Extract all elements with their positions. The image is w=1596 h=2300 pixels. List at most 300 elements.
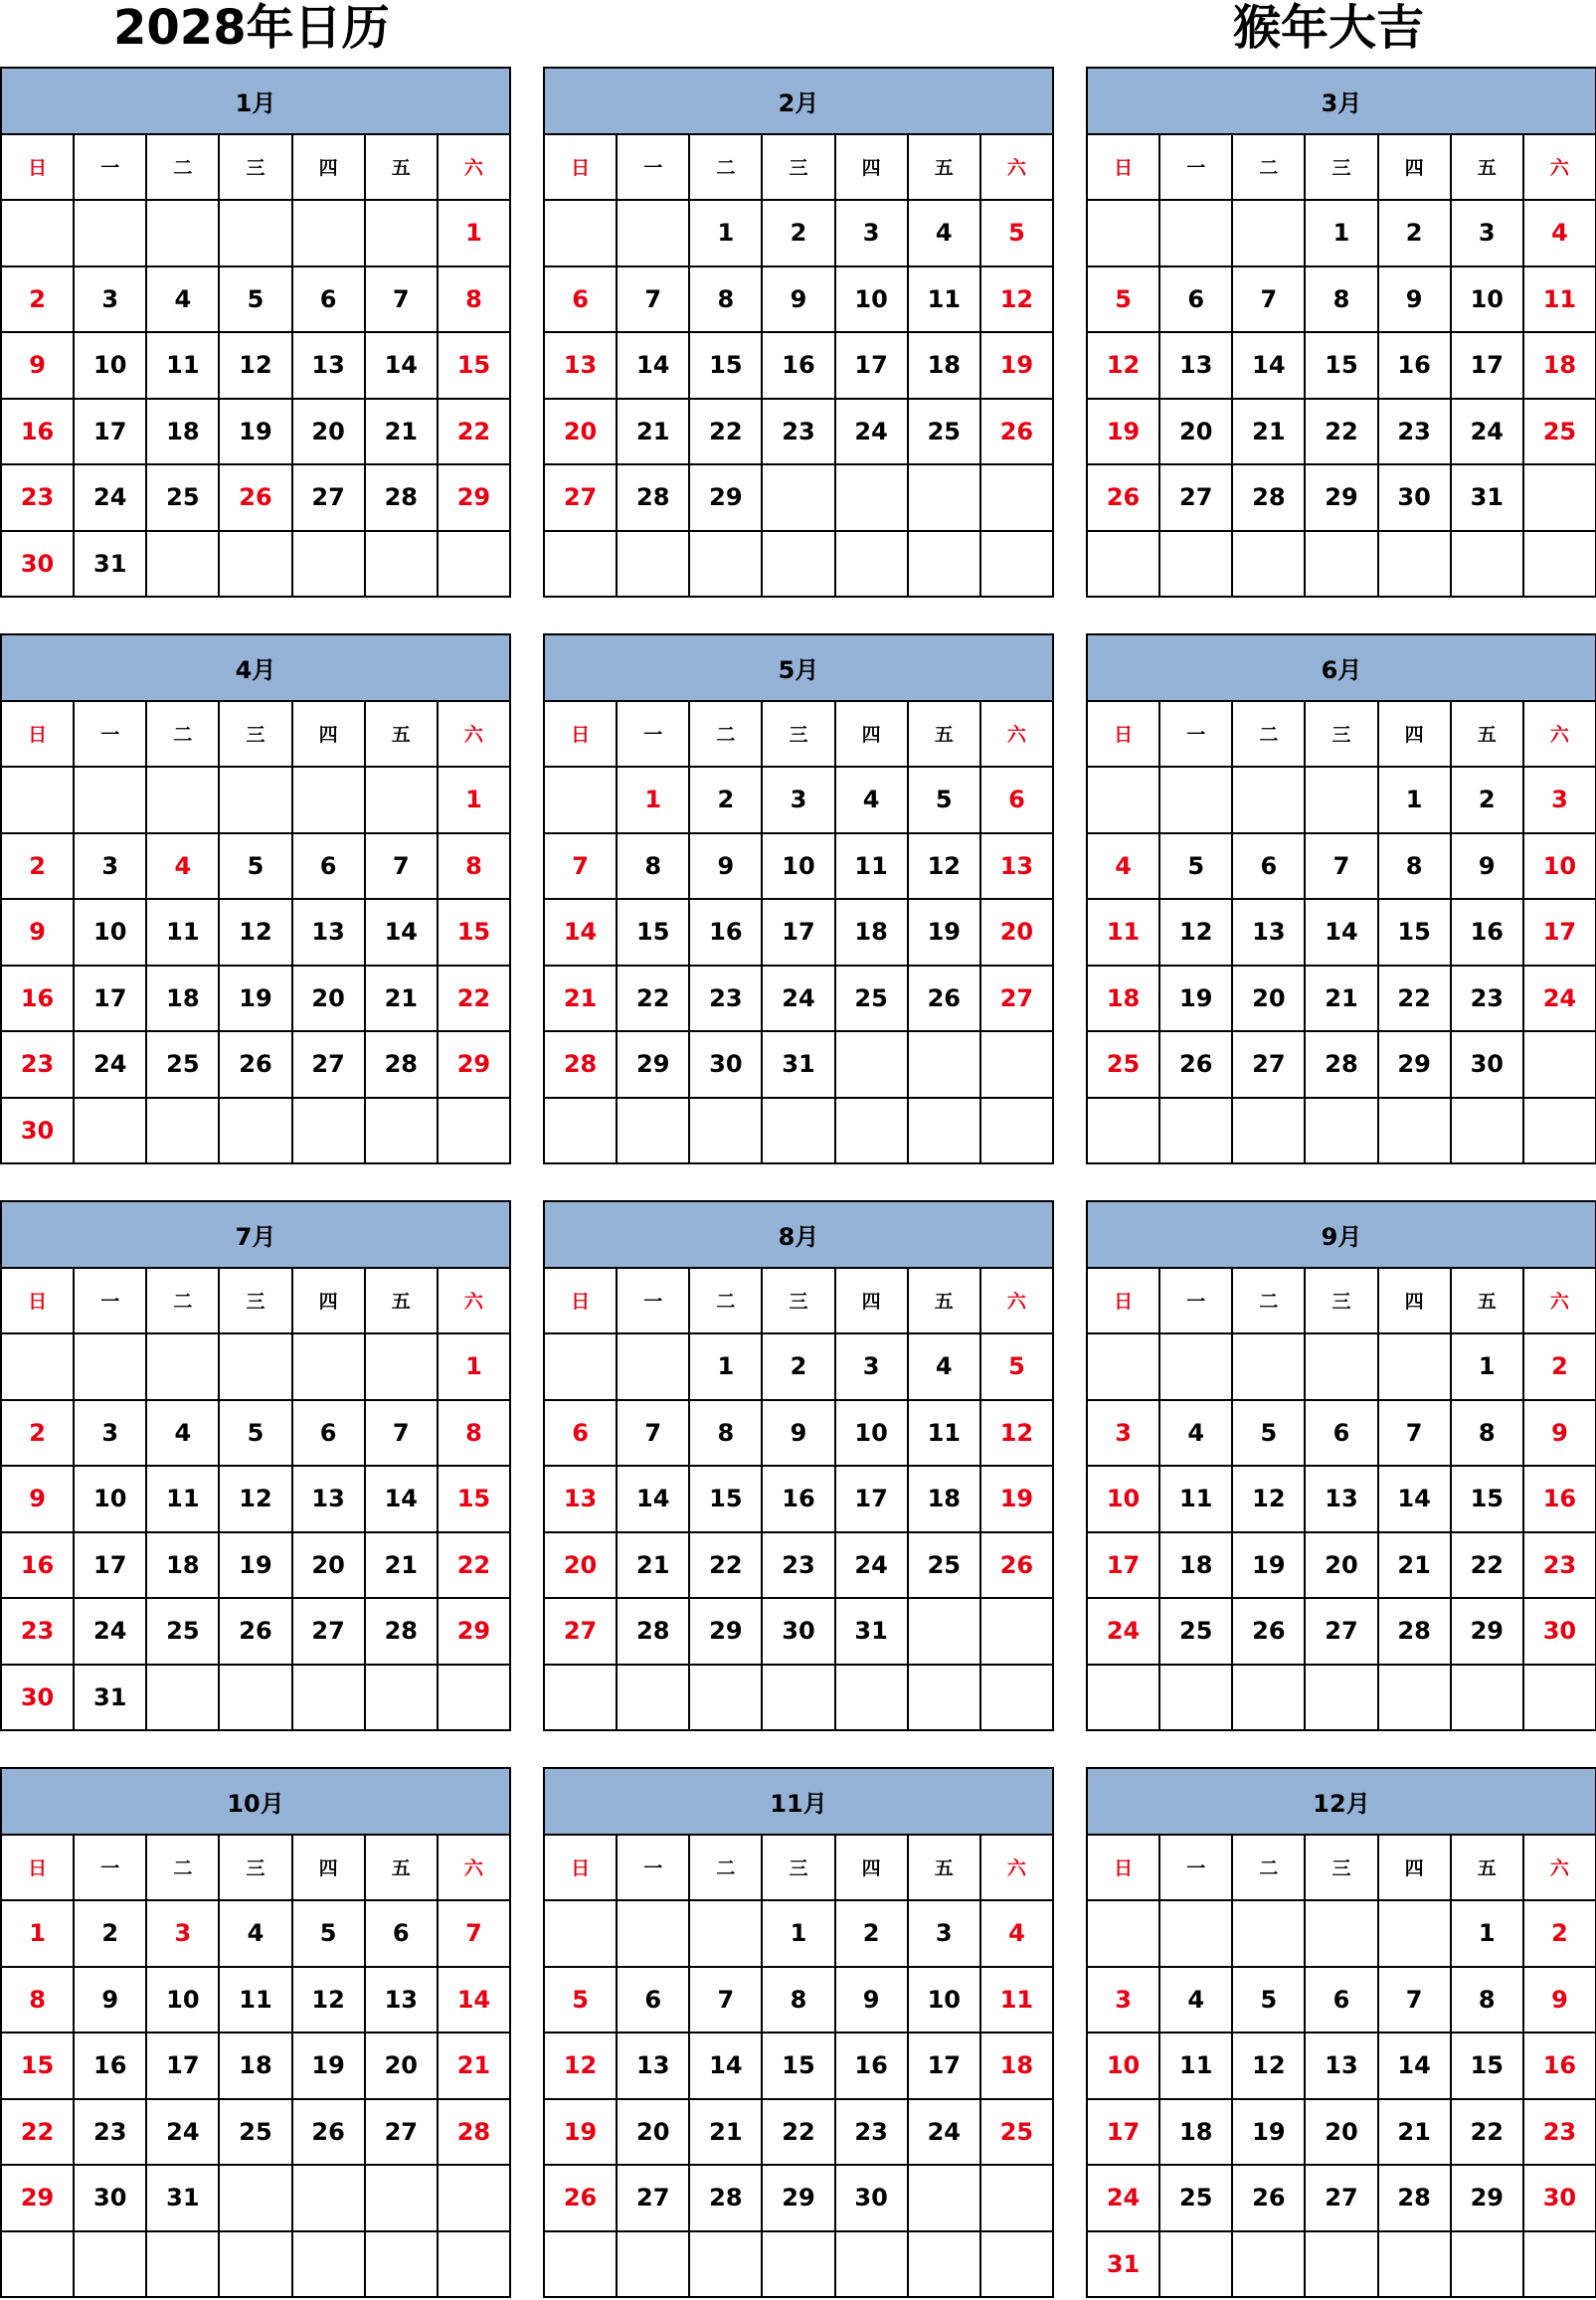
- empty-cell: [763, 2232, 835, 2299]
- day-cell: 1: [1452, 1334, 1524, 1401]
- weekday-label: 四: [836, 1269, 909, 1335]
- day-cell: 2: [836, 1901, 909, 1968]
- day-cell: 2: [763, 201, 835, 267]
- empty-cell: [1233, 2232, 1306, 2299]
- day-cell: 27: [293, 1599, 366, 1666]
- empty-cell: [763, 1099, 835, 1165]
- day-cell: 17: [75, 400, 147, 466]
- empty-cell: [1524, 532, 1596, 599]
- day-cell: 8: [439, 1401, 511, 1468]
- empty-cell: [763, 1666, 835, 1732]
- weekday-label: 一: [618, 702, 690, 769]
- day-cell: 3: [1088, 1968, 1160, 2035]
- day-cell: 30: [690, 1032, 763, 1099]
- empty-cell: [1524, 1032, 1596, 1099]
- day-cell: 29: [439, 1032, 511, 1099]
- day-cell: 7: [1306, 834, 1378, 901]
- weekday-label: 四: [1379, 702, 1452, 769]
- empty-cell: [1233, 768, 1306, 834]
- day-cell: 14: [1379, 2034, 1452, 2100]
- day-cell: 5: [981, 1334, 1054, 1401]
- day-cell: 29: [439, 465, 511, 532]
- day-cell: 30: [1452, 1032, 1524, 1099]
- day-cell: 21: [1306, 967, 1378, 1033]
- weekday-label: 一: [75, 1836, 147, 1902]
- day-cell: 14: [1379, 1467, 1452, 1533]
- empty-cell: [1306, 768, 1378, 834]
- day-cell: 24: [1452, 400, 1524, 466]
- empty-cell: [1160, 2232, 1233, 2299]
- day-cell: 31: [75, 1666, 147, 1732]
- day-cell: 10: [763, 834, 835, 901]
- day-cell: 5: [545, 1968, 618, 2035]
- day-cell: 6: [366, 1901, 439, 1968]
- empty-cell: [836, 1032, 909, 1099]
- day-cell: 26: [1233, 1599, 1306, 1666]
- day-cell: 31: [75, 532, 147, 599]
- day-cell: 25: [836, 967, 909, 1033]
- empty-cell: [690, 532, 763, 599]
- day-cell: 26: [981, 400, 1054, 466]
- day-cell: 10: [836, 267, 909, 334]
- day-cell: 21: [618, 1533, 690, 1600]
- day-cell: 25: [909, 400, 981, 466]
- day-cell: 14: [1233, 333, 1306, 400]
- day-cell: 7: [366, 1401, 439, 1468]
- day-cell: 22: [618, 967, 690, 1033]
- day-cell: 4: [836, 768, 909, 834]
- empty-cell: [366, 1666, 439, 1732]
- day-cell: 30: [763, 1599, 835, 1666]
- empty-cell: [836, 2232, 909, 2299]
- day-cell: 23: [2, 1032, 75, 1099]
- weekday-label: 日: [545, 1269, 618, 1335]
- day-cell: 9: [1379, 267, 1452, 334]
- empty-cell: [1524, 465, 1596, 532]
- day-cell: 7: [618, 267, 690, 334]
- day-cell: 9: [836, 1968, 909, 2035]
- month-calendar: [0, 1767, 511, 2298]
- month-grid: [0, 1200, 511, 1731]
- day-cell: 26: [909, 967, 981, 1033]
- weekday-label: 五: [1452, 702, 1524, 769]
- day-cell: 5: [1088, 267, 1160, 334]
- day-cell: 20: [293, 400, 366, 466]
- empty-cell: [1524, 1666, 1596, 1732]
- month-grid: [0, 633, 511, 1164]
- empty-cell: [366, 1099, 439, 1165]
- day-cell: 2: [690, 768, 763, 834]
- day-cell: 11: [909, 267, 981, 334]
- weekday-label: 六: [981, 702, 1054, 769]
- day-cell: 4: [220, 1901, 292, 1968]
- day-cell: 12: [1233, 1467, 1306, 1533]
- day-cell: 29: [439, 1599, 511, 1666]
- day-cell: 12: [909, 834, 981, 901]
- empty-cell: [293, 2232, 366, 2299]
- day-cell: 18: [1160, 2100, 1233, 2167]
- day-cell: 6: [293, 1401, 366, 1468]
- weekday-label: 二: [1233, 135, 1306, 202]
- empty-cell: [439, 532, 511, 599]
- empty-cell: [909, 1032, 981, 1099]
- empty-cell: [690, 1666, 763, 1732]
- empty-cell: [836, 1099, 909, 1165]
- weekday-label: 日: [1088, 1836, 1160, 1902]
- month-header: 6月: [1088, 635, 1596, 702]
- weekday-label: 四: [293, 135, 366, 202]
- weekday-label: 二: [147, 1269, 220, 1335]
- empty-cell: [220, 201, 292, 267]
- weekday-label: 二: [147, 1836, 220, 1902]
- day-cell: 11: [1524, 267, 1596, 334]
- day-cell: 13: [293, 900, 366, 967]
- day-cell: 27: [293, 465, 366, 532]
- empty-cell: [1379, 1099, 1452, 1165]
- weekday-label: 六: [1524, 702, 1596, 769]
- weekday-label: 六: [439, 1836, 511, 1902]
- weekday-label: 五: [1452, 1836, 1524, 1902]
- weekday-label: 三: [220, 702, 292, 769]
- month-calendar: [0, 1200, 511, 1731]
- day-cell: 30: [1524, 2166, 1596, 2232]
- weekday-label: 一: [1160, 1836, 1233, 1902]
- day-cell: 6: [1306, 1968, 1378, 2035]
- empty-cell: [981, 532, 1054, 599]
- day-cell: 22: [2, 2100, 75, 2167]
- day-cell: 5: [220, 834, 292, 901]
- empty-cell: [618, 1099, 690, 1165]
- empty-cell: [1524, 2232, 1596, 2299]
- day-cell: 25: [1160, 1599, 1233, 1666]
- weekday-label: 日: [2, 1269, 75, 1335]
- day-cell: 8: [439, 267, 511, 334]
- day-cell: 15: [1452, 2034, 1524, 2100]
- empty-cell: [1160, 532, 1233, 599]
- empty-cell: [981, 465, 1054, 532]
- day-cell: 1: [618, 768, 690, 834]
- day-cell: 24: [1088, 2166, 1160, 2232]
- empty-cell: [366, 532, 439, 599]
- empty-cell: [366, 768, 439, 834]
- day-cell: 21: [545, 967, 618, 1033]
- day-cell: 13: [618, 2034, 690, 2100]
- empty-cell: [366, 201, 439, 267]
- weekday-label: 一: [75, 1269, 147, 1335]
- month-calendar: [543, 67, 1054, 598]
- day-cell: 9: [2, 900, 75, 967]
- weekday-label: 三: [1306, 1269, 1378, 1335]
- weekday-label: 五: [366, 1836, 439, 1902]
- day-cell: 27: [618, 2166, 690, 2232]
- day-cell: 26: [220, 1032, 292, 1099]
- day-cell: 8: [439, 834, 511, 901]
- weekday-label: 六: [439, 1269, 511, 1335]
- month-header: 8月: [545, 1202, 1054, 1269]
- day-cell: 9: [75, 1968, 147, 2035]
- empty-cell: [618, 1334, 690, 1401]
- day-cell: 8: [1379, 834, 1452, 901]
- day-cell: 12: [220, 1467, 292, 1533]
- day-cell: 26: [293, 2100, 366, 2167]
- day-cell: 11: [147, 1467, 220, 1533]
- weekday-label: 六: [1524, 135, 1596, 202]
- day-cell: 27: [366, 2100, 439, 2167]
- weekday-label: 日: [2, 702, 75, 769]
- weekday-label: 六: [981, 1836, 1054, 1902]
- month-calendar: [1086, 1200, 1596, 1731]
- day-cell: 27: [293, 1032, 366, 1099]
- day-cell: 8: [2, 1968, 75, 2035]
- empty-cell: [293, 1099, 366, 1165]
- day-cell: 3: [75, 1401, 147, 1468]
- weekday-label: 三: [763, 1269, 835, 1335]
- day-cell: 10: [75, 1467, 147, 1533]
- weekday-label: 六: [1524, 1269, 1596, 1335]
- weekday-label: 五: [366, 1269, 439, 1335]
- empty-cell: [1306, 1666, 1378, 1732]
- empty-cell: [618, 1666, 690, 1732]
- day-cell: 22: [763, 2100, 835, 2167]
- empty-cell: [293, 2166, 366, 2232]
- empty-cell: [147, 1334, 220, 1401]
- empty-cell: [981, 1666, 1054, 1732]
- empty-cell: [366, 1334, 439, 1401]
- weekday-label: 五: [366, 135, 439, 202]
- day-cell: 31: [763, 1032, 835, 1099]
- month-header: 12月: [1088, 1769, 1596, 1836]
- empty-cell: [1088, 1901, 1160, 1968]
- day-cell: 28: [439, 2100, 511, 2167]
- day-cell: 9: [1524, 1968, 1596, 2035]
- day-cell: 1: [439, 768, 511, 834]
- empty-cell: [220, 1334, 292, 1401]
- day-cell: 8: [1306, 267, 1378, 334]
- day-cell: 16: [2, 1533, 75, 1600]
- day-cell: 16: [1524, 2034, 1596, 2100]
- day-cell: 11: [1160, 1467, 1233, 1533]
- weekday-label: 二: [690, 135, 763, 202]
- day-cell: 8: [763, 1968, 835, 2035]
- day-cell: 20: [366, 2034, 439, 2100]
- day-cell: 24: [909, 2100, 981, 2167]
- day-cell: 16: [1452, 900, 1524, 967]
- empty-cell: [545, 201, 618, 267]
- day-cell: 15: [1306, 333, 1378, 400]
- month-header: 5月: [545, 635, 1054, 702]
- empty-cell: [618, 2232, 690, 2299]
- day-cell: 24: [1524, 967, 1596, 1033]
- day-cell: 11: [1160, 2034, 1233, 2100]
- empty-cell: [1233, 532, 1306, 599]
- empty-cell: [545, 1666, 618, 1732]
- day-cell: 13: [1306, 1467, 1378, 1533]
- day-cell: 16: [1379, 333, 1452, 400]
- day-cell: 24: [75, 1599, 147, 1666]
- day-cell: 23: [2, 465, 75, 532]
- day-cell: 30: [2, 532, 75, 599]
- day-cell: 16: [763, 333, 835, 400]
- empty-cell: [690, 2232, 763, 2299]
- weekday-label: 五: [909, 1836, 981, 1902]
- weekday-label: 二: [690, 1836, 763, 1902]
- day-cell: 19: [1088, 400, 1160, 466]
- day-cell: 23: [2, 1599, 75, 1666]
- day-cell: 24: [75, 465, 147, 532]
- empty-cell: [1160, 1099, 1233, 1165]
- day-cell: 14: [545, 900, 618, 967]
- empty-cell: [2, 768, 75, 834]
- day-cell: 18: [1088, 967, 1160, 1033]
- day-cell: 30: [75, 2166, 147, 2232]
- day-cell: 17: [147, 2034, 220, 2100]
- day-cell: 4: [1524, 201, 1596, 267]
- day-cell: 25: [147, 465, 220, 532]
- day-cell: 6: [293, 267, 366, 334]
- weekday-label: 三: [220, 1269, 292, 1335]
- weekday-label: 一: [1160, 1269, 1233, 1335]
- day-cell: 25: [147, 1032, 220, 1099]
- empty-cell: [75, 201, 147, 267]
- month-header: 2月: [545, 69, 1054, 135]
- month-grid: [1086, 633, 1596, 1164]
- empty-cell: [1233, 1334, 1306, 1401]
- day-cell: 15: [439, 1467, 511, 1533]
- empty-cell: [1233, 1666, 1306, 1732]
- empty-cell: [147, 201, 220, 267]
- empty-cell: [981, 1032, 1054, 1099]
- empty-cell: [1379, 532, 1452, 599]
- day-cell: 23: [836, 2100, 909, 2167]
- month-grid: [0, 1767, 511, 2298]
- day-cell: 5: [220, 267, 292, 334]
- day-cell: 24: [763, 967, 835, 1033]
- empty-cell: [763, 532, 835, 599]
- empty-cell: [75, 1099, 147, 1165]
- empty-cell: [439, 1099, 511, 1165]
- weekday-label: 五: [1452, 135, 1524, 202]
- empty-cell: [293, 1666, 366, 1732]
- day-cell: 28: [366, 1032, 439, 1099]
- empty-cell: [1379, 1666, 1452, 1732]
- day-cell: 15: [439, 333, 511, 400]
- day-cell: 21: [366, 967, 439, 1033]
- day-cell: 19: [545, 2100, 618, 2167]
- empty-cell: [220, 532, 292, 599]
- day-cell: 18: [1524, 333, 1596, 400]
- weekday-label: 四: [836, 702, 909, 769]
- day-cell: 16: [2, 967, 75, 1033]
- weekday-label: 日: [545, 1836, 618, 1902]
- empty-cell: [545, 2232, 618, 2299]
- day-cell: 19: [1233, 1533, 1306, 1600]
- month-calendar: [543, 1200, 1054, 1731]
- empty-cell: [1233, 201, 1306, 267]
- day-cell: 5: [293, 1901, 366, 1968]
- day-cell: 13: [1233, 900, 1306, 967]
- month-grid: [1086, 1200, 1596, 1731]
- day-cell: 1: [690, 201, 763, 267]
- day-cell: 4: [147, 834, 220, 901]
- day-cell: 30: [2, 1666, 75, 1732]
- empty-cell: [690, 1901, 763, 1968]
- weekday-label: 三: [1306, 1836, 1378, 1902]
- day-cell: 10: [147, 1968, 220, 2035]
- day-cell: 24: [1088, 1599, 1160, 1666]
- empty-cell: [545, 1901, 618, 1968]
- weekday-label: 三: [220, 1836, 292, 1902]
- day-cell: 17: [75, 967, 147, 1033]
- weekday-label: 日: [1088, 702, 1160, 769]
- month-grid: [543, 67, 1054, 598]
- empty-cell: [1160, 1901, 1233, 1968]
- day-cell: 2: [1524, 1901, 1596, 1968]
- empty-cell: [293, 768, 366, 834]
- day-cell: 7: [618, 1401, 690, 1468]
- month-grid: [543, 1767, 1054, 2298]
- day-cell: 13: [1160, 333, 1233, 400]
- day-cell: 21: [366, 1533, 439, 1600]
- day-cell: 29: [2, 2166, 75, 2232]
- weekday-label: 二: [147, 135, 220, 202]
- day-cell: 22: [1379, 967, 1452, 1033]
- month-calendar: [0, 67, 511, 598]
- day-cell: 19: [1160, 967, 1233, 1033]
- day-cell: 27: [1306, 2166, 1378, 2232]
- day-cell: 8: [690, 1401, 763, 1468]
- day-cell: 28: [1306, 1032, 1378, 1099]
- day-cell: 15: [690, 333, 763, 400]
- day-cell: 20: [1233, 967, 1306, 1033]
- weekday-label: 一: [618, 1836, 690, 1902]
- day-cell: 26: [1088, 465, 1160, 532]
- day-cell: 22: [690, 400, 763, 466]
- day-cell: 29: [1452, 1599, 1524, 1666]
- day-cell: 13: [981, 834, 1054, 901]
- empty-cell: [75, 768, 147, 834]
- day-cell: 27: [545, 465, 618, 532]
- month-header: 9月: [1088, 1202, 1596, 1269]
- day-cell: 11: [220, 1968, 292, 2035]
- day-cell: 21: [1379, 1533, 1452, 1600]
- empty-cell: [545, 768, 618, 834]
- day-cell: 6: [545, 1401, 618, 1468]
- empty-cell: [147, 1666, 220, 1732]
- day-cell: 11: [1088, 900, 1160, 967]
- empty-cell: [909, 1599, 981, 1666]
- day-cell: 1: [1452, 1901, 1524, 1968]
- day-cell: 21: [690, 2100, 763, 2167]
- weekday-label: 五: [909, 1269, 981, 1335]
- day-cell: 4: [1088, 834, 1160, 901]
- weekday-label: 二: [690, 702, 763, 769]
- day-cell: 24: [836, 400, 909, 466]
- day-cell: 23: [1452, 967, 1524, 1033]
- day-cell: 18: [1160, 1533, 1233, 1600]
- empty-cell: [545, 1334, 618, 1401]
- day-cell: 4: [909, 1334, 981, 1401]
- day-cell: 13: [366, 1968, 439, 2035]
- empty-cell: [690, 1099, 763, 1165]
- month-calendar: [1086, 633, 1596, 1164]
- weekday-label: 四: [836, 135, 909, 202]
- empty-cell: [1524, 1099, 1596, 1165]
- day-cell: 7: [1379, 1401, 1452, 1468]
- day-cell: 8: [1452, 1968, 1524, 2035]
- day-cell: 6: [1306, 1401, 1378, 1468]
- weekday-label: 五: [909, 135, 981, 202]
- day-cell: 20: [293, 967, 366, 1033]
